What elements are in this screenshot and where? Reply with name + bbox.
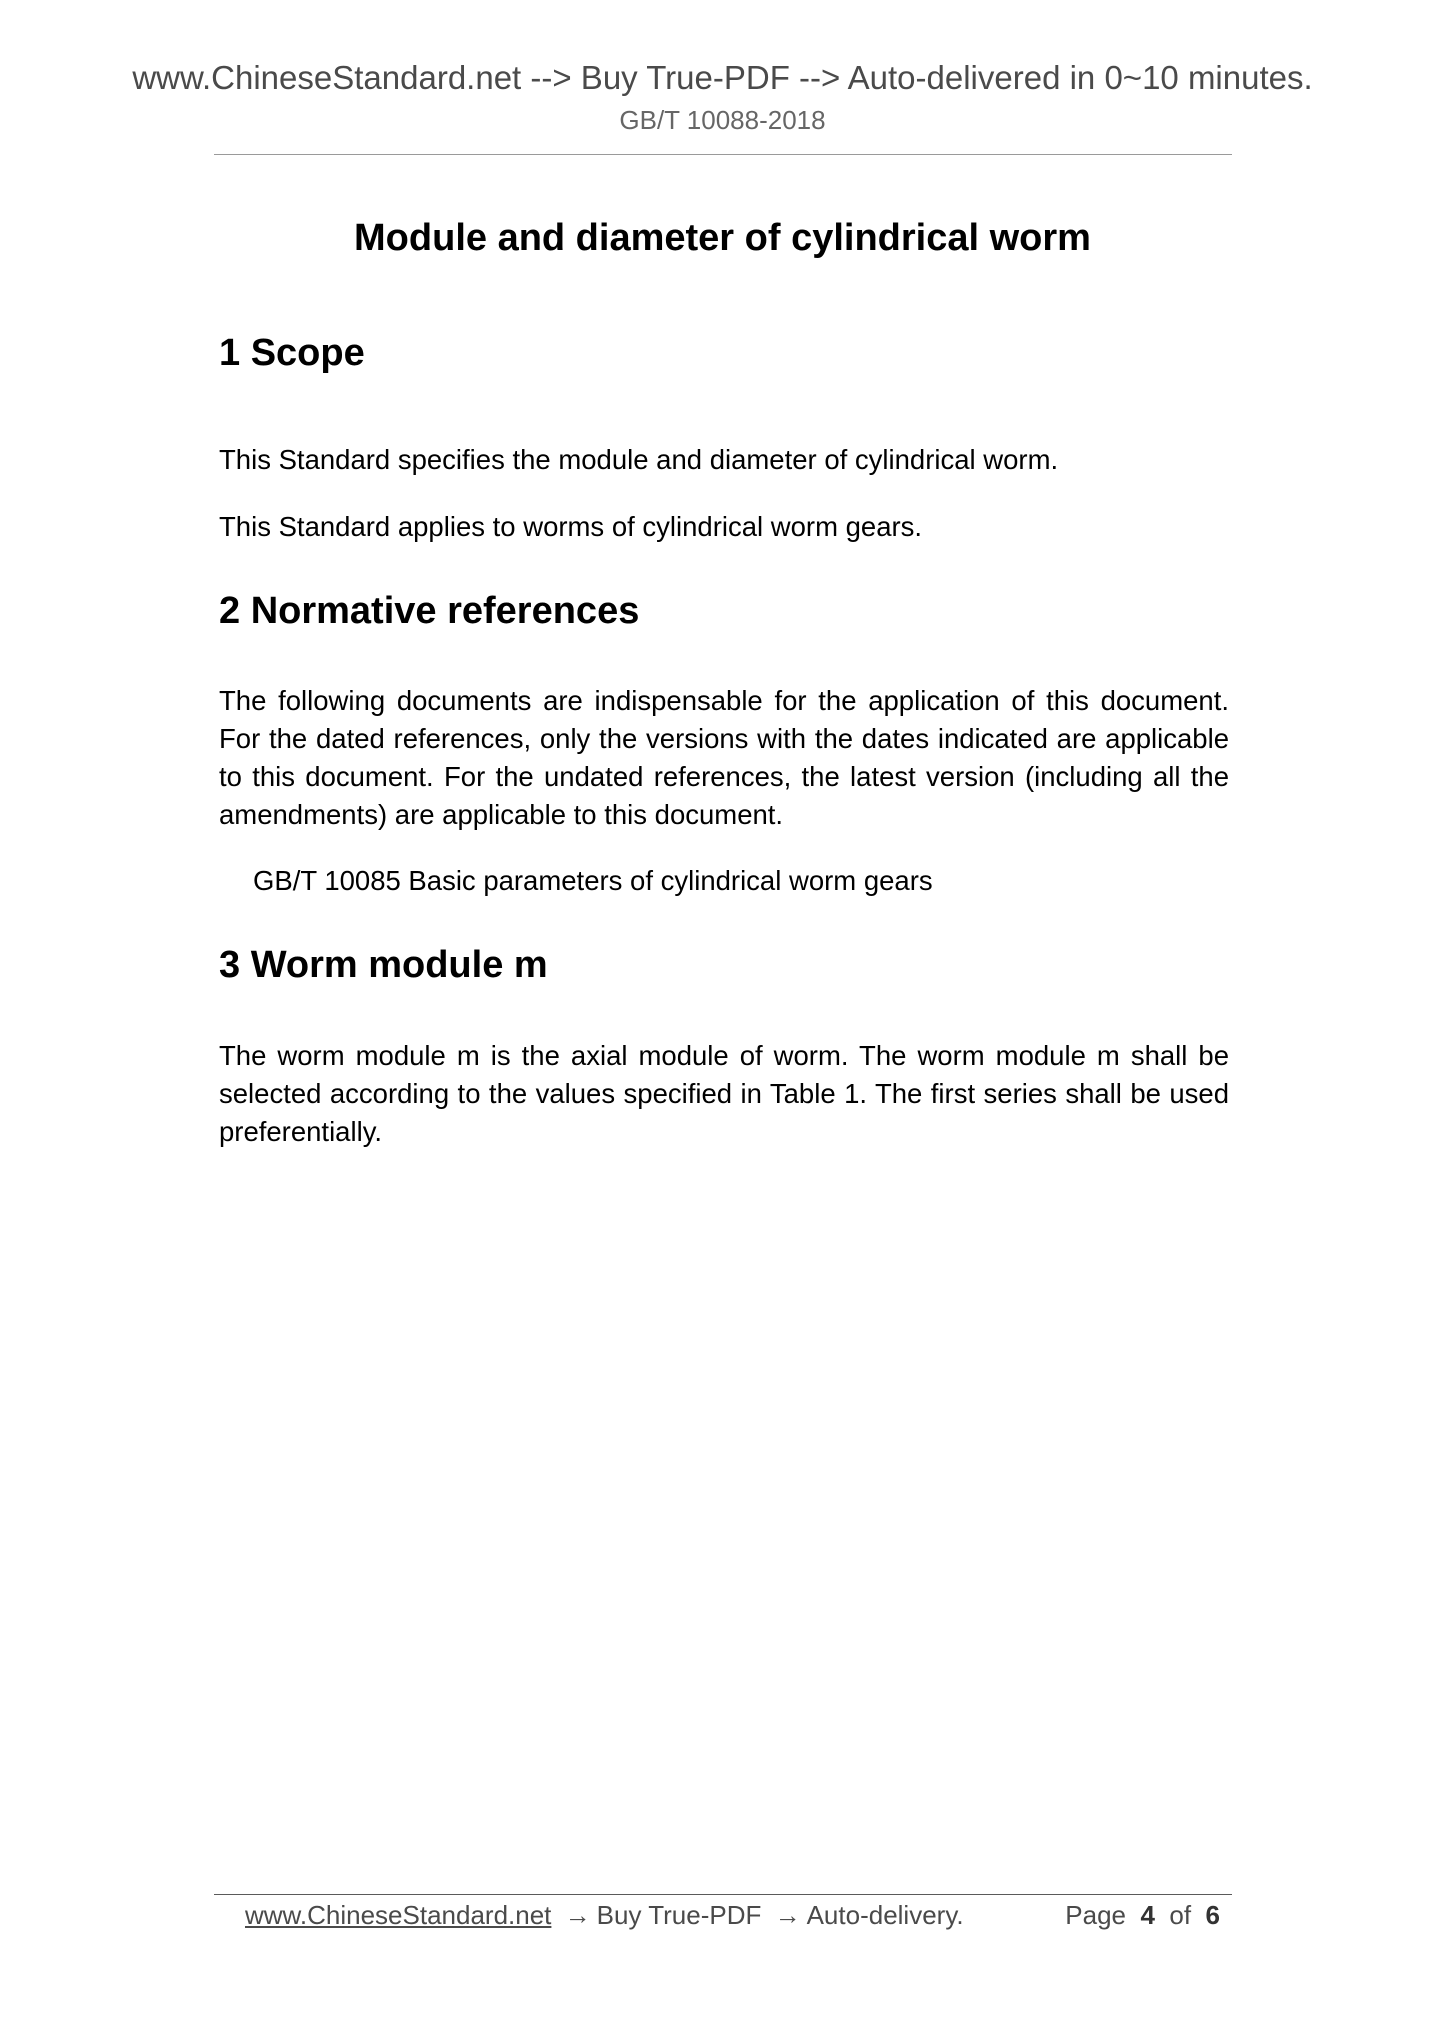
- page-current: 4: [1140, 1900, 1155, 1930]
- worm-module-paragraph: The worm module m is the axial module of worm. The worm module m shall be selected according to the values specified in Table 1. The first series shall be used preferentially.: [219, 1040, 1229, 1147]
- footer-buy-text: Buy True-PDF: [596, 1900, 762, 1930]
- footer: [245, 1898, 1230, 1932]
- of-label: of: [1169, 1900, 1192, 1930]
- page-indicator: [1065, 1898, 1220, 1932]
- document-title: Module and diameter of cylindrical worm: [354, 217, 1091, 259]
- arrow-right-icon: →: [564, 1900, 591, 1930]
- section-heading-worm-module: 3 Worm module m: [219, 944, 548, 986]
- section-heading-normative-references: 2 Normative references: [219, 590, 640, 632]
- page-label: Page: [1065, 1900, 1127, 1930]
- header-divider: [214, 154, 1232, 155]
- arrow-right-icon: →: [774, 1900, 801, 1930]
- scope-paragraph-1: This Standard specifies the module and diameter of cylindrical worm.: [219, 444, 1059, 475]
- page-total: 6: [1205, 1900, 1220, 1930]
- normative-paragraph: The following documents are indispensable for the application of this document. For the dated references, only the versions with the dates indicated are applicable to this document. For the undated references, the latest version (including all the amendments) are applicable to this document.: [219, 685, 1229, 830]
- footer-site-link[interactable]: www.ChineseStandard.net: [245, 1900, 552, 1930]
- section-heading-scope: 1 Scope: [219, 332, 365, 374]
- footer-divider: [214, 1894, 1232, 1895]
- reference-item: GB/T 10085 Basic parameters of cylindrical worm gears: [253, 865, 933, 896]
- footer-delivery-text: Auto-delivery.: [806, 1900, 964, 1930]
- scope-paragraph-2: This Standard applies to worms of cylindrical worm gears.: [219, 511, 923, 542]
- standard-code: GB/T 10088-2018: [619, 105, 826, 135]
- header-banner: www.ChineseStandard.net --> Buy True-PDF --> Auto-delivered in 0~10 minutes.: [132, 59, 1313, 96]
